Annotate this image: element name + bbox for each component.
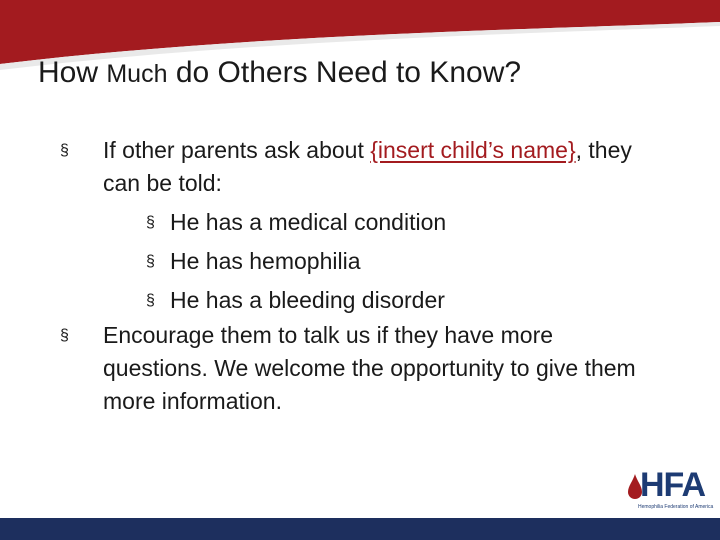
hfa-logo xyxy=(626,466,716,514)
bullet-marker: § xyxy=(60,327,69,344)
child-name-placeholder: {insert child’s name} xyxy=(370,137,576,163)
bullet-marker: § xyxy=(60,142,69,159)
bullet-marker: § xyxy=(146,253,155,270)
bullet-list xyxy=(60,134,660,420)
bullet-marker: § xyxy=(146,292,155,309)
footer-bar xyxy=(0,518,720,540)
logo-caption: Hemophilia Federation of America xyxy=(638,504,714,510)
sub-bullet-item: § He has a bleeding disorder xyxy=(146,284,660,317)
sub-bullet-item: § He has a medical condition xyxy=(146,206,660,239)
bullet-item: § Encourage them to talk us if they have more questions. We welcome the opportunity to give them more information. xyxy=(60,319,660,418)
logo-letters: HFA xyxy=(640,466,705,504)
bullet-item: § If other parents ask about {insert child’s name}, they can be told: § He has a medical condition § He has hemophilia § He has a bleeding disorder xyxy=(60,134,660,317)
page-title: How Much do Others Need to Know? xyxy=(38,56,522,89)
sub-bullet-item: § He has hemophilia xyxy=(146,245,660,278)
bullet-marker: § xyxy=(146,214,155,231)
